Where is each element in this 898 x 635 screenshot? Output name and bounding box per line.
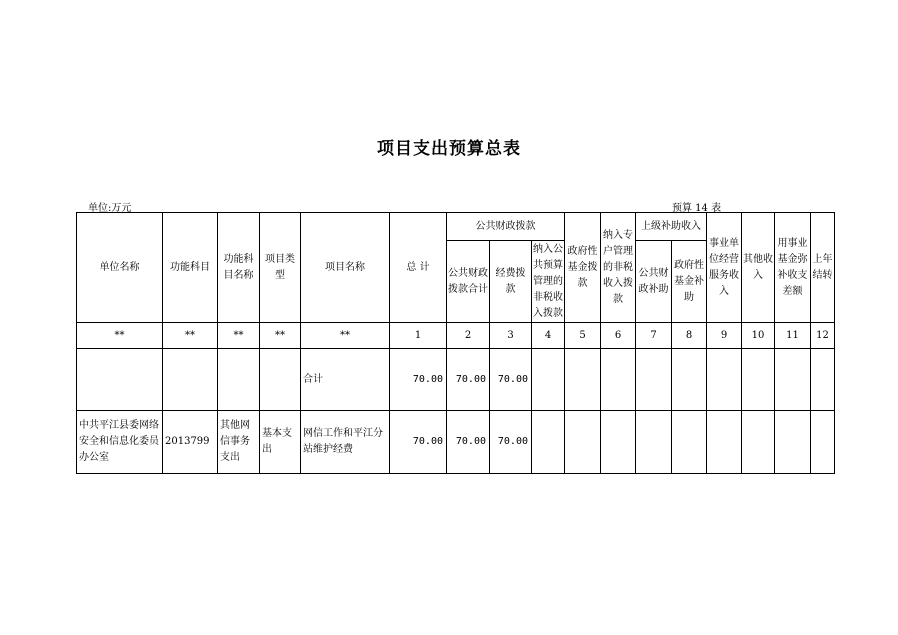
empty-cell [532,349,565,411]
index-cell: ** [218,323,260,349]
table-number: 预算 14 表 [672,203,722,214]
func-code-cell: 2013799 [163,411,218,474]
index-cell: 7 [636,323,672,349]
index-cell: 10 [742,323,775,349]
empty-cell [532,411,565,474]
empty-cell [742,411,775,474]
index-cell: ** [77,323,163,349]
proj-type-cell [260,349,301,411]
empty-cell [636,349,672,411]
header-pf-fee: 经费拨款 [490,241,532,323]
index-cell: 9 [707,323,742,349]
unit-label: 单位:万元 [88,203,132,214]
empty-cell [601,411,636,474]
empty-cell [565,349,601,411]
header-other-income: 其他收入 [742,213,775,323]
table-row [77,411,835,474]
pf-fee-cell: 70.00 [490,349,532,411]
header-us-public: 公共财政补助 [636,241,672,323]
header-total: 总 计 [390,213,447,323]
header-us-gov-fund: 政府性基金补助 [672,241,707,323]
pf-total-cell: 70.00 [447,349,490,411]
index-cell: 4 [532,323,565,349]
func-code-cell [163,349,218,411]
budget-table [76,212,835,474]
index-cell: 11 [775,323,811,349]
empty-cell [775,349,811,411]
header-func-name: 功能科目名称 [218,213,260,323]
empty-cell [742,349,775,411]
empty-cell [636,411,672,474]
header-carryover: 上年结转 [811,213,835,323]
pf-total-cell: 70.00 [447,411,490,474]
index-cell: 6 [601,323,636,349]
empty-cell [565,411,601,474]
index-cell: ** [260,323,301,349]
empty-cell [672,349,707,411]
header-business-income: 事业单位经营服务收入 [707,213,742,323]
index-cell: 1 [390,323,447,349]
proj-name-cell: 合计 [301,349,390,411]
header-pf-total: 公共财政拨款合计 [447,241,490,323]
header-proj-name: 项目名称 [301,213,390,323]
empty-cell [707,411,742,474]
empty-cell [775,411,811,474]
index-cell: 12 [811,323,835,349]
pf-fee-cell: 70.00 [490,411,532,474]
page-title: 项目支出预算总表 [377,139,521,159]
total-cell: 70.00 [390,411,447,474]
index-cell: 3 [490,323,532,349]
empty-cell [811,411,835,474]
index-cell: 5 [565,323,601,349]
unit-cell: 中共平江县委网络安全和信息化委员办公室 [77,411,163,474]
table-row-total [77,349,835,411]
func-name-cell: 其他网信事务支出 [218,411,260,474]
proj-name-cell: 网信工作和平江分站维护经费 [301,411,390,474]
empty-cell [707,349,742,411]
index-cell: 2 [447,323,490,349]
index-cell: 8 [672,323,707,349]
index-row [77,323,835,349]
header-gov-fund: 政府性基金拨款 [565,213,601,323]
header-public-finance: 公共财政拨款 [447,213,565,241]
proj-type-cell: 基本支出 [260,411,301,474]
header-unit-name: 单位名称 [77,213,163,323]
index-cell: ** [163,323,218,349]
header-proj-type: 项目类型 [260,213,301,323]
unit-cell [77,349,163,411]
header-func-code: 功能科目 [163,213,218,323]
header-special-account: 纳入专户管理的非税收入拨款 [601,213,636,323]
header-upper-subsidy: 上级补助收入 [636,213,707,241]
empty-cell [672,411,707,474]
index-cell: ** [301,323,390,349]
empty-cell [601,349,636,411]
header-pf-budget: 纳入公共预算管理的非税收入拨款 [532,241,565,323]
empty-cell [811,349,835,411]
header-fund-offset: 用事业基金弥补收支差额 [775,213,811,323]
total-cell: 70.00 [390,349,447,411]
func-name-cell [218,349,260,411]
